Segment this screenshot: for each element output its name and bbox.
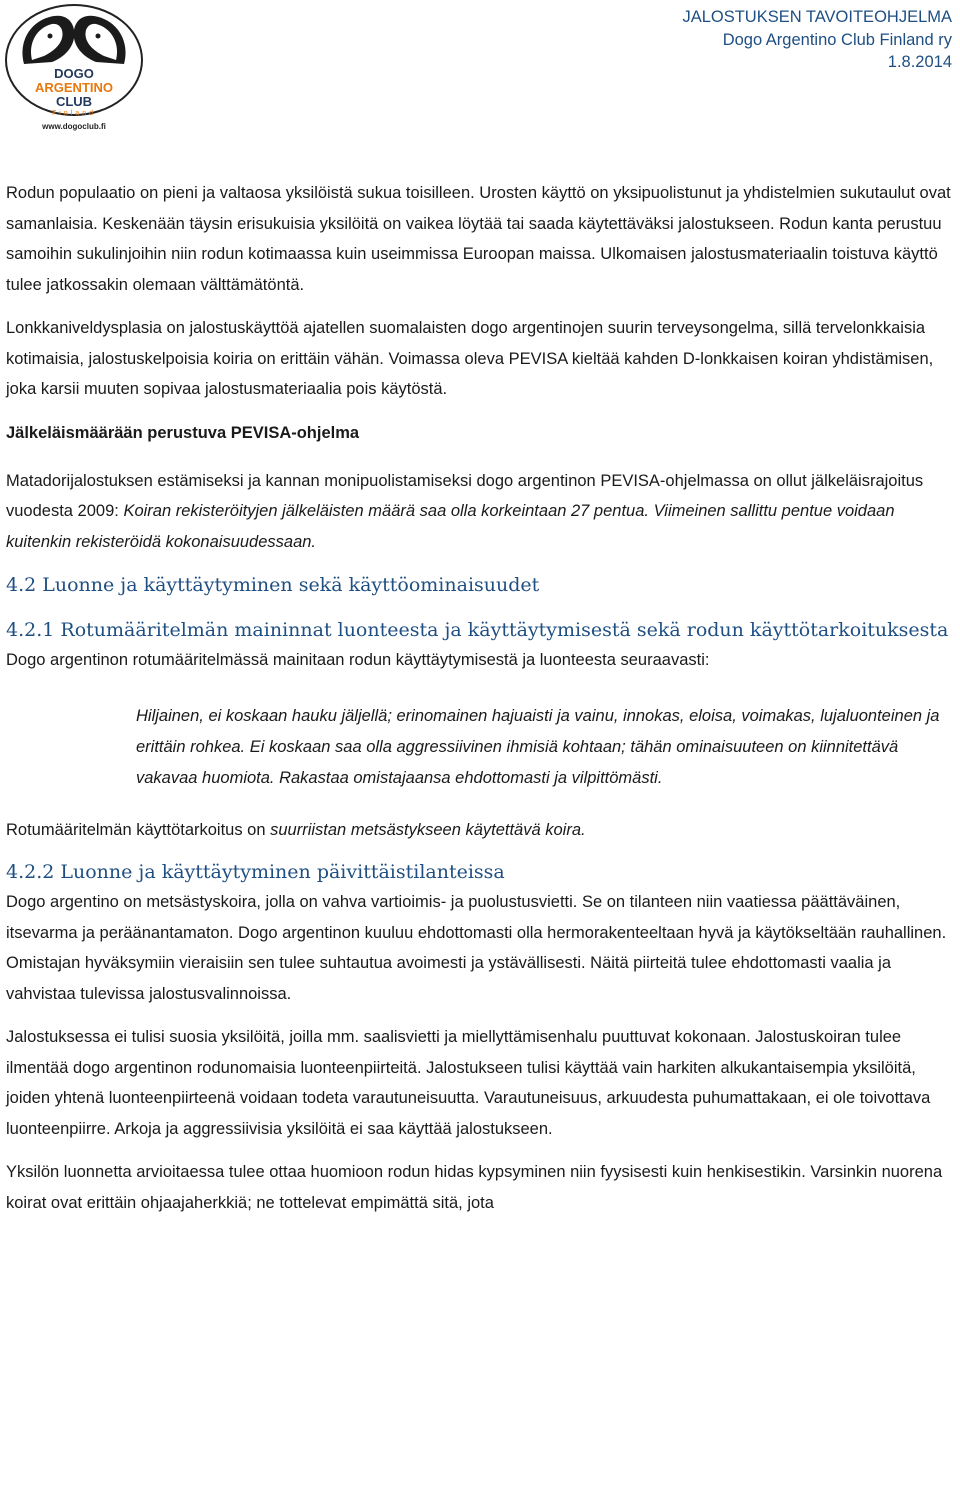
document-title: JALOSTUKSEN TAVOITEOHJELMA — [682, 8, 952, 26]
logo-url: www.dogoclub.fi — [42, 122, 106, 131]
heading-4-2-1: 4.2.1 Rotumääritelmän maininnat luonteesta ja käyttäytymisestä sekä rodun käyttötarkoituksesta — [6, 619, 949, 641]
heading-4-2-2: 4.2.2 Luonne ja käyttäytyminen päivittäistilanteissa — [6, 861, 505, 883]
dogo-club-logo-graphic — [2, 2, 146, 132]
standard-quote — [136, 701, 952, 794]
heading-4-2: 4.2 Luonne ja käyttäytyminen sekä käyttöominaisuudet — [6, 574, 540, 596]
logo-word-argentino: ARGENTINO — [35, 80, 113, 95]
purpose-italic: suurriistan metsästykseen käytettävä koira. — [270, 820, 586, 839]
document-body — [6, 178, 952, 1218]
document-header — [682, 6, 952, 74]
logo-word-club: CLUB — [55, 94, 93, 109]
paragraph-daily-behavior: Dogo argentino on metsästyskoira, jolla on vahva vartioimis- ja puolustusvietti. Se on tilanteen niin vaatiessa päättäväinen, itsevarma ja peräänantamaton. Dogo argentinon kuuluu ehdottomasti olla hermorakenteeltaan hyvä ja käytökseltään rauhallinen. Omistajan hyväksymiin vieraisiin sen tulee suhtautua avoimesti ja ystävällisesti. Näitä piirteitä tulee ehdottomasti vaalia ja vahvistaa tulevissa jalostusvalinnoissa. — [6, 893, 947, 1003]
pevisa-rule: Koiran rekisteröityjen jälkeläisten määrä saa olla korkeintaan 27 pentua. Viimeinen sallittu pentue voidaan kuitenkin rekisteröidä kokonaisuudessaan. — [6, 502, 895, 551]
paragraph-hip-dysplasia: Lonkkaniveldysplasia on jalostuskäyttöä ajatellen suomalaisten dogo argentinojen suurin terveysongelma, sillä tervelonkkaisia kotimaisia, jalostuskelpoisia koiria on erittäin vähän. Voimassa oleva PEVISA kieltää kahden D-lonkkaisen koiran yhdistämisen, joka karsii muuten sopivaa jalostusmateriaalia pois käytöstä. — [6, 319, 934, 398]
subheading-pevisa: Jälkeläismäärään perustuva PEVISA-ohjelma — [6, 423, 360, 442]
pevisa-text: Matadorijalostuksen estämiseksi ja kannan monipuolistamiseksi dogo argentinon PEVISA-ohjelmassa on ollut jälkeläisrajoitus vuodesta 2009: — [6, 471, 924, 520]
club-logo — [2, 2, 146, 132]
logo-word-finland: Finland — [52, 110, 96, 117]
organization-name: Dogo Argentino Club Finland ry — [722, 30, 952, 49]
quote-text: Hiljainen, ei koskaan hauku jäljellä; erinomainen hajuaisti ja vainu, innokas, eloisa, voimakas, lujaluonteinen ja erittäin rohkea. Ei koskaan saa olla aggressiivinen ihmisiä kohtaan; tähän ominaisuuteen on kiinnitettävä vakavaa huomiota. Rakastaa omistajaansa ehdottomasti ja vilpittömästi. — [136, 706, 940, 787]
document-date: 1.8.2014 — [887, 53, 952, 71]
paragraph-breeding-selection: Jalostuksessa ei tulisi suosia yksilöitä, joilla mm. saalisvietti ja miellyttämisenhalu puuttuvat kokonaan. Jalostuskoiran tulee ilmentää dogo argentinon rodunomaisia luonteenpiirteitä. Jalostukseen tulisi käyttää vain harkiten alkukantaisempia yksilöitä, joiden yhtenä luonteenpiirteenä voidaan todeta varautuneisuutta. Varautuneisuus, arkuudesta puhumattakaan, ei ole toivottava luonteenpiirre. Arkoja ja aggressiivisia yksilöitä ei saa käyttää jalostukseen. — [6, 1028, 931, 1138]
paragraph-pevisa — [6, 466, 952, 558]
purpose-text: Rotumääritelmän käyttötarkoitus on — [6, 820, 271, 839]
paragraph-standard-intro: Dogo argentinon rotumääritelmässä mainitaan rodun käyttäytymisestä ja luonteesta seuraavasti: — [6, 651, 710, 669]
logo-word-dogo: DOGO — [54, 66, 94, 81]
paragraph-temperament-evaluation: Yksilön luonnetta arvioitaessa tulee ottaa huomioon rodun hidas kypsyminen niin fyysisesti kuin henkisestikin. Varsinkin nuorena koirat ovat erittäin ohjaajaherkkiä; ne tottelevat empimättä sitä, jota — [6, 1163, 943, 1212]
paragraph-purpose — [6, 815, 952, 846]
paragraph-population: Rodun populaatio on pieni ja valtaosa yksilöistä sukua toisilleen. Urosten käyttö on yksipuolistunut ja yhdistelmien sukutaulut ovat samanlaisia. Keskenään täysin erisukuisia yksilöitä on vaikea löytää tai saada käytettäväksi jalostukseen. Rodun kanta perustuu samoihin sukulinjoihin niin rodun kotimaassa kuin useimmissa Euroopan maissa. Ulkomaisen jalostusmateriaalin toistuva käyttö tulee jatkossakin olemaan välttämätöntä. — [6, 184, 951, 294]
